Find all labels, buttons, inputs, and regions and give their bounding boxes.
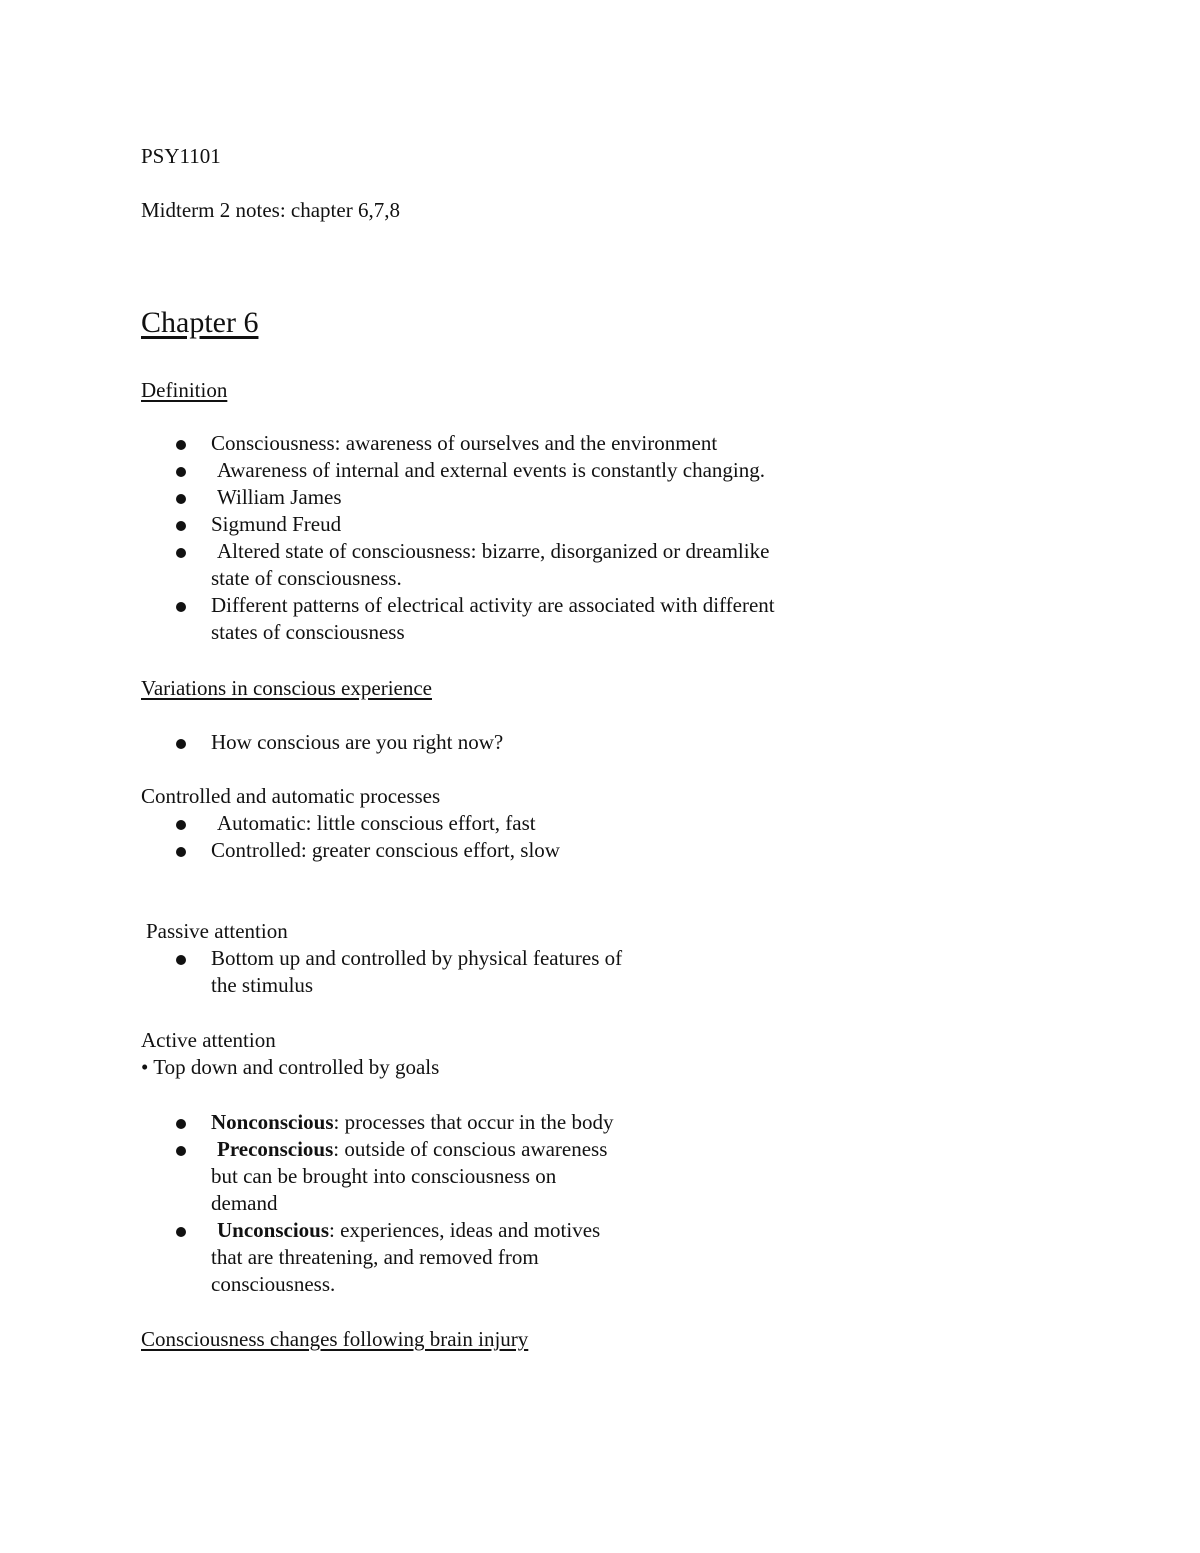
- term: Preconscious: [217, 1137, 334, 1161]
- list-item: Preconscious: outside of conscious awareness but can be brought into consciousness on demand: [0, 1136, 613, 1217]
- course-code: PSY1101: [141, 144, 221, 168]
- list-item: Automatic: little conscious effort, fast: [0, 810, 560, 837]
- bullet-icon: [176, 548, 186, 558]
- passive-list: [0, 945, 622, 999]
- bullet-icon: [176, 820, 186, 830]
- list-item: Different patterns of electrical activity are associated with different states of consciousness: [0, 592, 775, 646]
- bullet-icon: [176, 1146, 186, 1156]
- definition-heading: Definition: [141, 378, 228, 402]
- bullet-icon: [176, 955, 186, 965]
- active-heading: Active attention: [141, 1028, 276, 1052]
- list-item: Unconscious: experiences, ideas and motives that are threatening, and removed from consciousness.: [0, 1217, 613, 1298]
- list-item: How conscious are you right now?: [0, 729, 503, 756]
- bullet-icon: [176, 602, 186, 612]
- list-item: Altered state of consciousness: bizarre, disorganized or dreamlike state of consciousness.: [0, 538, 775, 592]
- active-bullet: • Top down and controlled by goals: [141, 1055, 440, 1079]
- bullet-icon: [176, 467, 186, 477]
- brain-injury-heading: Consciousness changes following brain injury: [141, 1327, 529, 1351]
- term: Unconscious: [217, 1218, 330, 1242]
- list-item: Controlled: greater conscious effort, slow: [0, 837, 560, 864]
- processes-list: [0, 810, 560, 864]
- definition-list: [0, 430, 775, 646]
- chapter-title: Chapter 6: [141, 306, 259, 339]
- variations-heading: Variations in conscious experience: [141, 676, 432, 700]
- bullet-icon: [176, 494, 186, 504]
- bullet-icon: [176, 739, 186, 749]
- bullet-icon: [176, 521, 186, 531]
- passive-heading: Passive attention: [146, 919, 288, 943]
- bullet-icon: [176, 847, 186, 857]
- bullet-icon: [176, 1227, 186, 1237]
- variations-list: [0, 729, 503, 756]
- list-item: Bottom up and controlled by physical features of the stimulus: [0, 945, 622, 999]
- list-item: Consciousness: awareness of ourselves and the environment: [0, 430, 775, 457]
- bullet-icon: [176, 1119, 186, 1129]
- levels-list: [0, 1109, 613, 1298]
- bullet-icon: [176, 440, 186, 450]
- list-item: William James: [0, 484, 775, 511]
- notes-subtitle: Midterm 2 notes: chapter 6,7,8: [141, 198, 400, 222]
- list-item: Awareness of internal and external events is constantly changing.: [0, 457, 775, 484]
- processes-heading: Controlled and automatic processes: [141, 784, 441, 808]
- list-item: Nonconscious: processes that occur in the body: [0, 1109, 613, 1136]
- term: Nonconscious: [211, 1110, 334, 1134]
- list-item: Sigmund Freud: [0, 511, 775, 538]
